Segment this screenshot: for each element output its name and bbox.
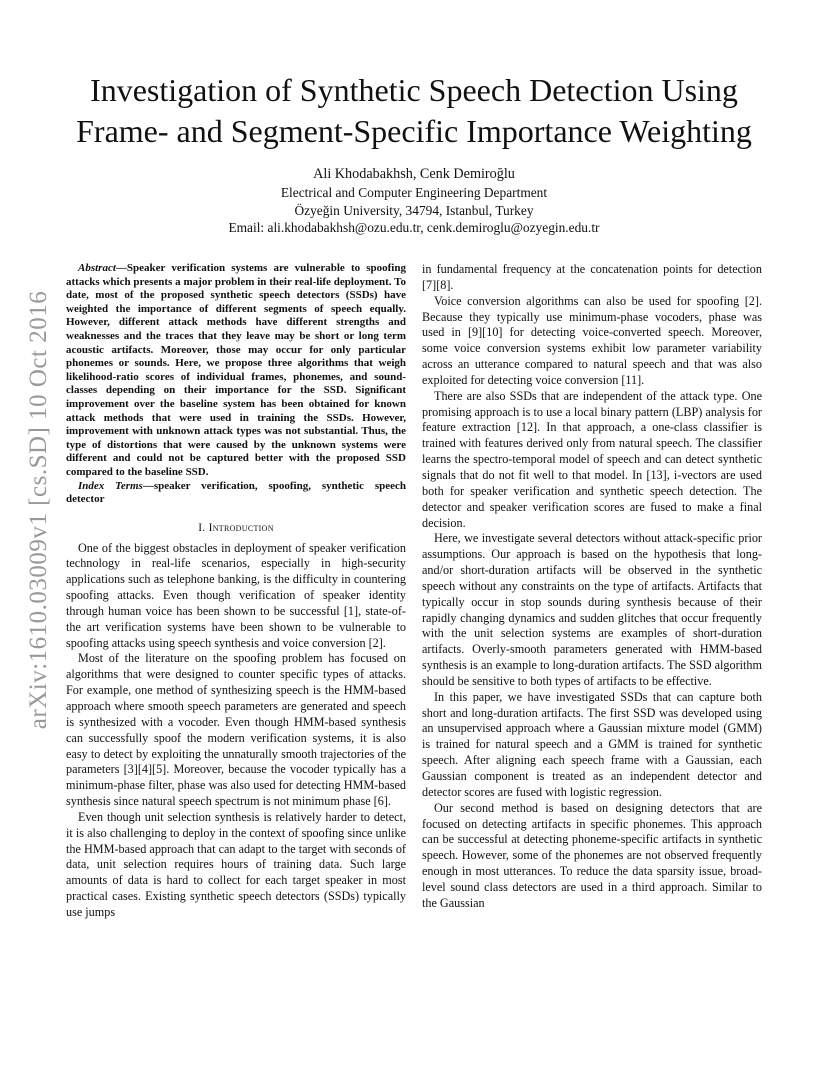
author-university: Özyeğin University, 34794, Istanbul, Turkey [294, 202, 534, 218]
paragraph: in fundamental frequency at the concatenation points for detection [7][8]. [422, 262, 762, 292]
index-terms-label: Index Terms [78, 479, 143, 492]
paragraph: One of the biggest obstacles in deployment of speaker verification technology in real-life scenarios, especially in high-security applications such as telephone banking, is the difficulty in countering spoofing attacks. Even though verification of speaker identity through human voice has been shown to be successful [1], state-of-the art verification systems have been shown to be vulnerable to spoofing attacks using speech synthesis and voice conversion [2]. [66, 540, 406, 650]
arxiv-stamp [24, 260, 54, 760]
abstract [66, 262, 406, 480]
section-heading: I. Introduction [198, 521, 274, 534]
author-email[interactable]: Email: ali.khodabakhsh@ozu.edu.tr, cenk.demiroglu@ozyegin.edu.tr [228, 219, 600, 235]
paragraph: There are also SSDs that are independent of the attack type. One promising approach is to use a local binary pattern (LBP) analysis for feature extraction [12]. In that approach, a one-class classifier is trained with features derived only from natural speech. The classifier learns the spectro-temporal model of speech and can detect synthetic signals that do not fit well to that model. In [13], i-vectors are used both for speaker verification and synthetic speech detection. The detector and speaker verification scores are fused to make a final decision. [422, 388, 762, 530]
paragraph: Even though unit selection synthesis is relatively harder to detect, it is also challenging to deploy in the context of spoofing since unlike the HMM-based approach that can adapt to the target with seconds of data, unit selection requires hours of training data. Such large amounts of data is hard to collect for each target speaker in most practical cases. Existing synthetic speech detectors (SSDs) typically use jumps [66, 809, 406, 919]
index-terms [66, 480, 406, 507]
arxiv-id: arXiv:1610.03009v1 [cs.SD] 10 Oct 2016 [25, 290, 52, 730]
paper-title: Investigation of Synthetic Speech Detection Using Frame- and Segment-Specific Importance Weighting [76, 72, 752, 149]
paragraph: Voice conversion algorithms can also be used for spoofing [2]. Because they typically use minimum-phase vocoders, phase was used in [9][10] for detecting voice-converted speech. Moreover, some voice conversion systems exhibit low parameter variability across an utterance compared to natural speech and that was also exploited for detecting voice conversion [11]. [422, 293, 762, 387]
paragraph: Most of the literature on the spoofing problem has focused on algorithms that were designed to counter specific types of attacks. For example, one method of synthesizing speech is the HMM-based approach where smooth speech parameters are generated and speech is synthesized with a vocoder. Even though HMM-based synthesis can successfully spoof the modern verification systems, it is also easy to detect by exploiting the unnaturally smooth trajectories of the parameters [3][4][5]. Moreover, because the vocoder typically has a minimum-phase filter, phase was also used for detecting HMM-based synthesis since natural speech spectrum is not minimum phase [6]. [66, 651, 406, 809]
author-names: Ali Khodabakhsh, Cenk Demiroğlu [313, 166, 515, 182]
right-column [422, 262, 762, 912]
paragraph: In this paper, we have investigated SSDs that can capture both short and long-duration artifacts. The first SSD was developed using an unsupervised approach where a Gaussian mixture model (GMM) is trained for natural speech and a GMM is trained for synthetic speech. After aligning each speech frame with a Gaussian, each Gaussian component is treated as an independent detector and detector scores are fused with logistic regression. [422, 689, 762, 799]
author-department: Electrical and Computer Engineering Department [280, 185, 548, 201]
abstract-label: Abstract [78, 262, 116, 274]
index-terms-text: —speaker verification, spoofing, synthetic speech detector [66, 479, 406, 506]
paragraph: Here, we investigate several detectors without attack-specific prior assumptions. Our approach is based on the hypothesis that long- and/or short-duration artifacts will be observed in the synthetic speech without any constraints on the type of artifacts. Artifacts that typically occur in stop sounds during synthesis because of their rapidly changing dynamics and sudden glitches that occur frequently with the unit selection systems are examples of short-duration artifacts. Overly-smooth parameters generated with HMM-based synthesis is an example to long-duration artifacts. The SSD algorithm should be sensitive to both types of artifacts to be effective. [422, 531, 762, 688]
paragraph: Our second method is based on designing detectors that are focused on detecting artifacts in specific phonemes. This approach can be successful at detecting phoneme-specific artifacts in synthetic speech. However, some of the phonemes are not observed frequently enough in most utterances. To reduce the data sparsity issue, broad-level sound class detectors are used in a third approach. Similar to the Gaussian [422, 800, 762, 910]
left-column [66, 262, 406, 921]
author-block [0, 166, 828, 236]
abstract-text: —Speaker verification systems are vulnerable to spoofing attacks which presents a major problem in their real-life deployment. To date, most of the proposed synthetic speech detectors (SSDs) have weighted the importance of different segments of speech equally. However, different attack methods have different strengths and weaknesses and the traces that they leave may be short or long term acoustic artifacts. Moreover, those may occur for only particular phonemes or sounds. Here, we propose three algorithms that weigh likelihood-ratio scores of individual frames, phonemes, and sound-classes depending on their importance for the SSD. Significant improvement over the baseline system has been obtained for known attack methods that were used in training the SSDs. However, improvement with unknown attack types was not substantial. Thus, the type of distortions that were caused by the unknown systems were different and could not be captured better with the proposed SSD compared to the baseline SSD. [66, 262, 406, 478]
